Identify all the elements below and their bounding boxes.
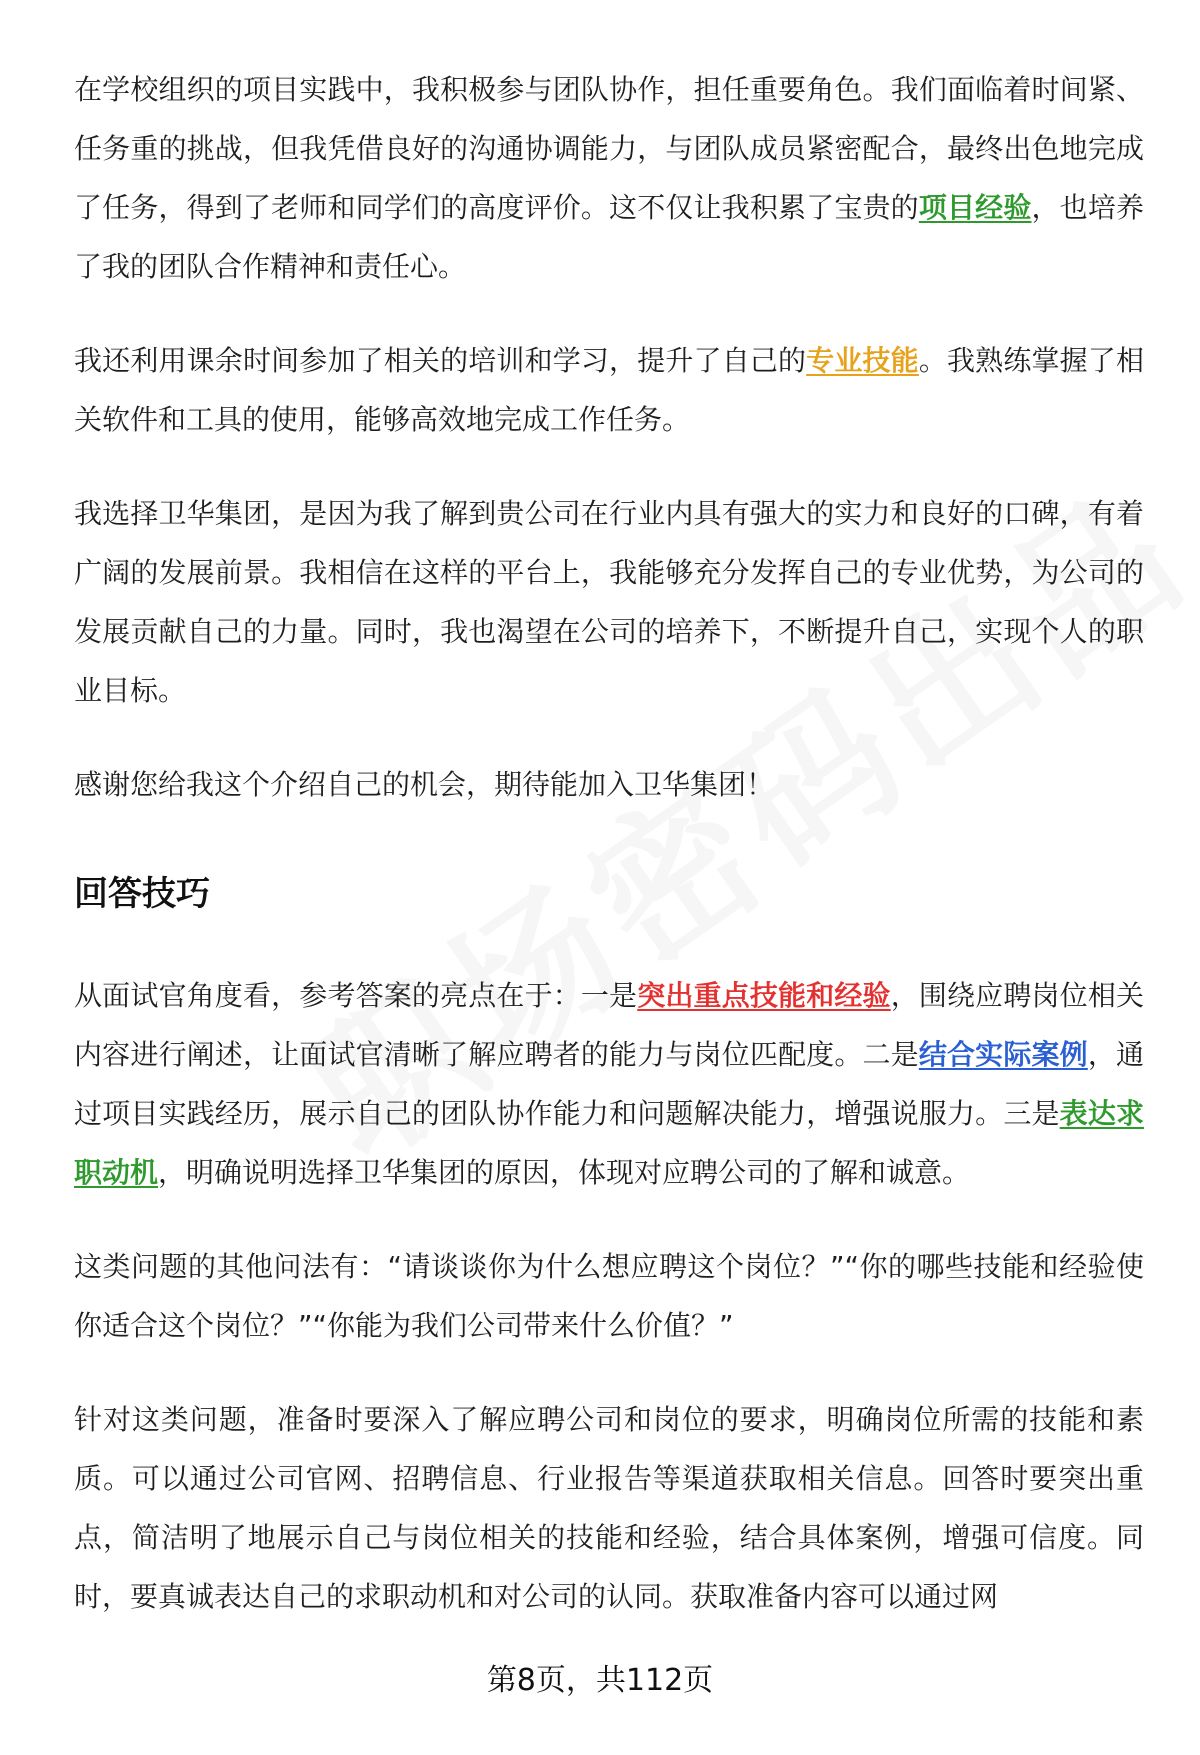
highlight-real-cases: 结合实际案例 [918, 1038, 1088, 1071]
paragraph-text: ，通过项目实践经历，展示自己的团队协作能力和问题解决能力，增强说服力。三是 [74, 1038, 1144, 1130]
paragraph-text: 我还利用课余时间参加了相关的培训和学习，提升了自己的 [74, 344, 807, 377]
document-page [74, 60, 1144, 1661]
highlight-key-skills: 突出重点技能和经验 [637, 979, 891, 1012]
paragraph-other-questions [74, 1237, 1144, 1355]
highlight-project-experience: 项目经验 [918, 191, 1032, 224]
paragraph-text: ，围绕应聘岗位相关内容进行阐述，让面试官清晰了解应聘者的能力与岗位匹配度。二是 [74, 979, 1144, 1071]
paragraph-text: ，明确说明选择卫华集团的原因，体现对应聘公司的了解和诚意。 [158, 1156, 971, 1189]
paragraph-professional-skills [74, 331, 1144, 449]
paragraph-text: ，也培养了我的团队合作精神和责任心。 [74, 191, 1144, 283]
paragraph-text: 从面试官角度看，参考答案的亮点在于：一是 [74, 979, 638, 1012]
paragraph-text: 。我熟练掌握了相关软件和工具的使用，能够高效地完成工作任务。 [74, 344, 1144, 436]
paragraph-text: 感谢您给我这个介绍自己的机会，期待能加入卫华集团！ [74, 768, 775, 801]
paragraph-text: 在学校组织的项目实践中，我积极参与团队协作，担任重要角色。我们面临着时间紧、任务重的挑战，但我凭借良好的沟通协调能力，与团队成员紧密配合，最终出色地完成了任务，得到了老师和同学们的高度评价。这不仅让我积累了宝贵的 [74, 73, 1144, 224]
paragraph-thanks [74, 755, 1144, 814]
page-number: 第8页，共112页 [486, 1663, 714, 1698]
highlight-motivation: 表达求职动机 [74, 1097, 1144, 1189]
paragraph-company-choice [74, 484, 1144, 720]
section-title: 回答技巧 [74, 874, 210, 914]
paragraph-text: 我选择卫华集团，是因为我了解到贵公司在行业内具有强大的实力和良好的口碑，有着广阔的发展前景。我相信在这样的平台上，我能够充分发挥自己的专业优势，为公司的发展贡献自己的力量。同时，我也渴望在公司的培养下，不断提升自己，实现个人的职业目标。 [74, 497, 1144, 707]
paragraph-project-experience [74, 60, 1144, 296]
paragraph-tips-highlights [74, 966, 1144, 1202]
paragraph-text: 针对这类问题，准备时要深入了解应聘公司和岗位的要求，明确岗位所需的技能和素质。可以通过公司官网、招聘信息、行业报告等渠道获取相关信息。回答时要突出重点，简洁明了地展示自己与岗位相关的技能和经验，结合具体案例，增强可信度。同时，要真诚表达自己的求职动机和对公司的认同。获取准备内容可以通过网 [74, 1403, 1144, 1613]
paragraph-preparation [74, 1390, 1144, 1626]
paragraph-text: 这类问题的其他问法有：“请谈谈你为什么想应聘这个岗位？”“你的哪些技能和经验使你适合这个岗位？”“你能为我们公司带来什么价值？” [74, 1250, 1144, 1342]
highlight-professional-skills: 专业技能 [806, 344, 919, 377]
